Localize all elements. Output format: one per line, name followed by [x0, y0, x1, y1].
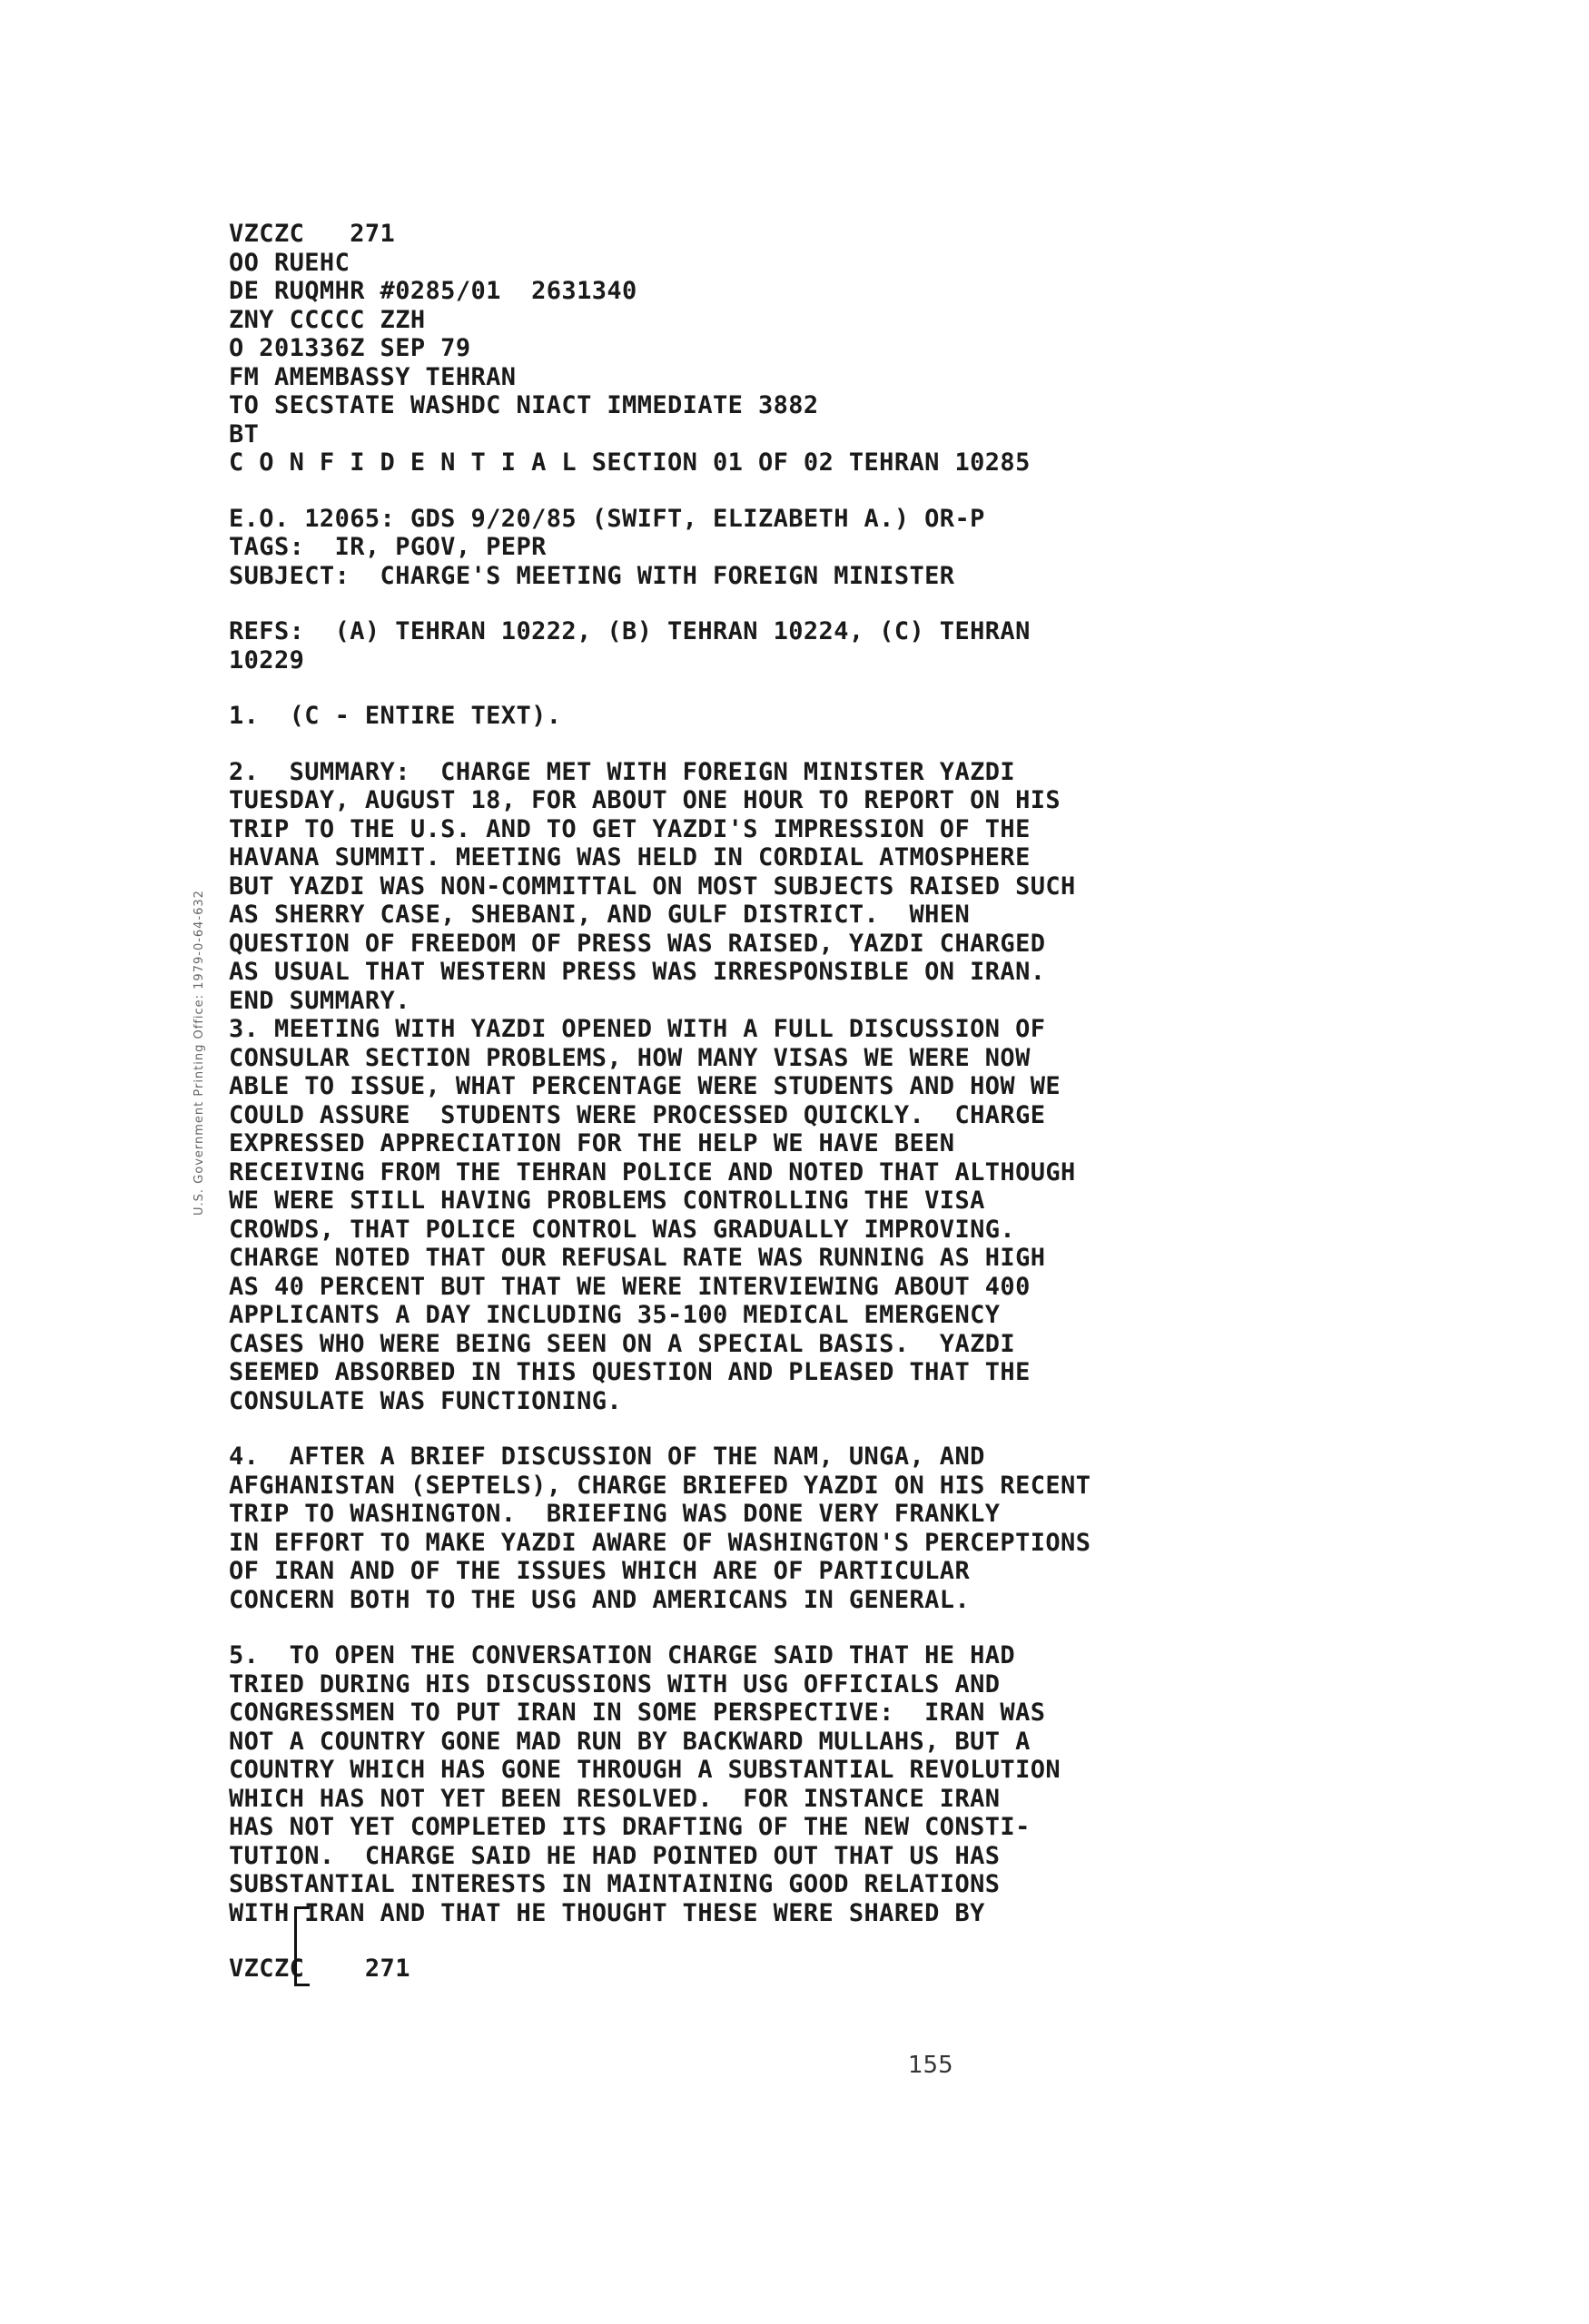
header-line: VZCZC 271	[229, 220, 396, 248]
paragraph-line: AS SHERRY CASE, SHEBANI, AND GULF DISTRICT. WHEN	[229, 901, 971, 929]
header-line: BT	[229, 419, 260, 448]
subject-line: SUBJECT: CHARGE'S MEETING WITH FOREIGN MINISTER	[229, 561, 955, 590]
section-label: SECTION 01 OF 02 TEHRAN 10285	[591, 448, 1031, 477]
paragraph-line: COUNTRY WHICH HAS GONE THROUGH A SUBSTANTIAL REVOLUTION	[229, 1756, 1061, 1784]
paragraph-line: HAS NOT YET COMPLETED ITS DRAFTING OF THE NEW CONSTI-	[229, 1813, 1031, 1841]
paragraph-1: 1. (C - ENTIRE TEXT).	[229, 702, 562, 730]
classification-label: C O N F I D E N T I A L	[229, 448, 577, 477]
paragraph-line: TUESDAY, AUGUST 18, FOR ABOUT ONE HOUR TO REPORT ON HIS	[229, 786, 1061, 814]
header-line: FM AMEMBASSY TEHRAN	[229, 362, 517, 391]
paragraph-line: IN EFFORT TO MAKE YAZDI AWARE OF WASHINGTON'S PERCEPTIONS	[229, 1528, 1091, 1557]
paragraph-line: HAVANA SUMMIT. MEETING WAS HELD IN CORDIAL ATMOSPHERE	[229, 843, 1031, 872]
paragraph-line: AS USUAL THAT WESTERN PRESS WAS IRRESPONSIBLE ON IRAN.	[229, 958, 1046, 986]
header-line: TO SECSTATE WASHDC NIACT IMMEDIATE 3882	[229, 391, 819, 419]
eo-line: E.O. 12065: GDS 9/20/85 (SWIFT, ELIZABETH A.) OR-P	[229, 504, 985, 533]
cable-text	[229, 220, 1273, 1984]
paragraph-line: RECEIVING FROM THE TEHRAN POLICE AND NOTED THAT ALTHOUGH	[229, 1157, 1076, 1187]
refs-line: 10229	[229, 645, 305, 675]
margin-bracket-mark	[294, 1906, 310, 1986]
header-line: DE RUQMHR #0285/01 2631340	[229, 277, 637, 305]
header-line: OO RUEHC	[229, 248, 350, 277]
paragraph-line: TUTION. CHARGE SAID HE HAD POINTED OUT THAT US HAS	[229, 1841, 1001, 1870]
paragraph-line: CONSULATE WAS FUNCTIONING.	[229, 1386, 623, 1415]
paragraph-line: CONSULAR SECTION PROBLEMS, HOW MANY VISAS WE WERE NOW	[229, 1043, 1031, 1072]
header-line: O 201336Z SEP 79	[229, 334, 471, 362]
paragraph-3	[229, 1015, 1273, 1415]
paragraph-line: WE WERE STILL HAVING PROBLEMS CONTROLLING THE VISA	[229, 1187, 985, 1215]
refs-line: REFS: (A) TEHRAN 10222, (B) TEHRAN 10224, (C) TEHRAN	[229, 617, 1031, 645]
page-number: 155	[908, 2052, 953, 2079]
paragraph-line: 4. AFTER A BRIEF DISCUSSION OF THE NAM, UNGA, AND	[229, 1443, 985, 1471]
classification-line	[229, 448, 1273, 478]
paragraph-line: EXPRESSED APPRECIATION FOR THE HELP WE HAVE BEEN	[229, 1129, 955, 1157]
paragraph-line: OF IRAN AND OF THE ISSUES WHICH ARE OF PARTICULAR	[229, 1557, 971, 1585]
paragraph-line: BUT YAZDI WAS NON-COMMITTAL ON MOST SUBJECTS RAISED SUCH	[229, 872, 1076, 901]
paragraph-line: 5. TO OPEN THE CONVERSATION CHARGE SAID THAT HE HAD	[229, 1641, 1016, 1669]
header-line: ZNY CCCCC ZZH	[229, 305, 426, 334]
paragraph-line: NOT A COUNTRY GONE MAD RUN BY BACKWARD MULLAHS, BUT A	[229, 1727, 1031, 1756]
paragraph-line: CONCERN BOTH TO THE USG AND AMERICANS IN GENERAL.	[229, 1585, 971, 1614]
paragraph-line: QUESTION OF FREEDOM OF PRESS WAS RAISED, YAZDI CHARGED	[229, 929, 1046, 958]
paragraph-line: TRIP TO THE U.S. AND TO GET YAZDI'S IMPRESSION OF THE	[229, 814, 1031, 843]
paragraph-line: ABLE TO ISSUE, WHAT PERCENTAGE WERE STUDENTS AND HOW WE	[229, 1072, 1061, 1100]
paragraph-line: WITH IRAN AND THAT HE THOUGHT THESE WERE SHARED BY	[229, 1898, 985, 1927]
margin-stamp: U.S. Government Printing Office: 1979-0-64-632	[192, 890, 206, 1216]
paragraph-line: AS 40 PERCENT BUT THAT WE WERE INTERVIEWING ABOUT 400	[229, 1272, 1031, 1301]
paragraph-line: END SUMMARY.	[229, 986, 410, 1015]
paragraph-line: CASES WHO WERE BEING SEEN ON A SPECIAL BASIS. YAZDI	[229, 1329, 1016, 1358]
paragraph-4	[229, 1443, 1273, 1614]
paragraph-line: SEEMED ABSORBED IN THIS QUESTION AND PLEASED THAT THE	[229, 1358, 1031, 1386]
paragraph-line: SUBSTANTIAL INTERESTS IN MAINTAINING GOOD RELATIONS	[229, 1870, 1001, 1898]
paragraph-line: AFGHANISTAN (SEPTELS), CHARGE BRIEFED YAZDI ON HIS RECENT	[229, 1471, 1091, 1500]
paragraph-line: TRIED DURING HIS DISCUSSIONS WITH USG OFFICIALS AND	[229, 1669, 1001, 1699]
paragraph-line: WHICH HAS NOT YET BEEN RESOLVED. FOR INSTANCE IRAN	[229, 1784, 1001, 1813]
paragraph-2	[229, 758, 1273, 1016]
paragraph-line: CROWDS, THAT POLICE CONTROL WAS GRADUALLY IMPROVING.	[229, 1215, 1016, 1244]
tags-line: TAGS: IR, PGOV, PEPR	[229, 533, 547, 561]
paragraph-line: TRIP TO WASHINGTON. BRIEFING WAS DONE VERY FRANKLY	[229, 1500, 1001, 1528]
paragraph-line: CHARGE NOTED THAT OUR REFUSAL RATE WAS RUNNING AS HIGH	[229, 1244, 1046, 1272]
paragraph-line: COULD ASSURE STUDENTS WERE PROCESSED QUICKLY. CHARGE	[229, 1100, 1046, 1129]
paragraph-line: APPLICANTS A DAY INCLUDING 35-100 MEDICAL EMERGENCY	[229, 1301, 1001, 1329]
paragraph-line: 3. MEETING WITH YAZDI OPENED WITH A FULL DISCUSSION OF	[229, 1015, 1046, 1043]
paragraph-line: CONGRESSMEN TO PUT IRAN IN SOME PERSPECTIVE: IRAN WAS	[229, 1699, 1046, 1727]
paragraph-5	[229, 1641, 1273, 1927]
trailer-line: VZCZC 271	[229, 1955, 410, 1983]
paragraph-line: 2. SUMMARY: CHARGE MET WITH FOREIGN MINISTER YAZDI	[229, 757, 1016, 786]
